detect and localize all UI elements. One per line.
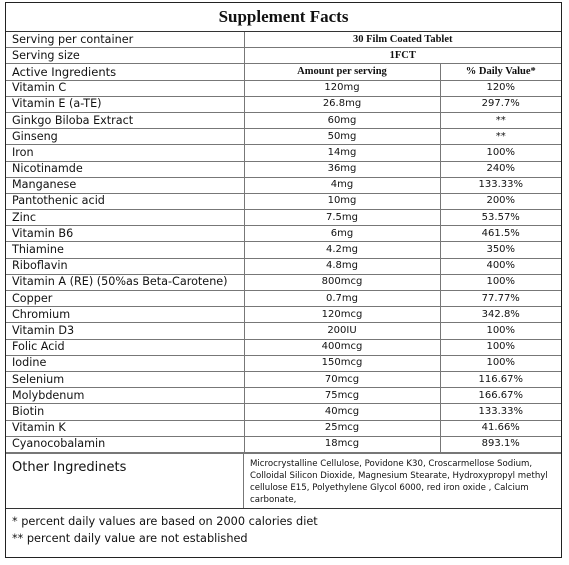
ingredient-amount: 75mcg [244, 388, 440, 404]
serving-per-container-row [6, 32, 561, 48]
serving-size-row [6, 48, 561, 64]
other-ingredients-text: Microcrystalline Cellulose, Povidone K30, Croscarmellose Sodium, Colloidal Silicon Dioxide, Magnesium Stearate, Hydroxypropyl methyl cellulose E15, Polyethylene Glycol 6000, red iron oxide , Calcium carbonate, [250, 458, 548, 505]
ingredient-name: Copper [6, 291, 244, 307]
ingredient-daily-value: 100% [440, 339, 561, 355]
supplement-facts-panel [5, 2, 562, 558]
ingredient-daily-value: ** [440, 112, 561, 128]
serving-per-container-label: Serving per container [6, 32, 244, 48]
ingredient-amount: 200IU [244, 323, 440, 339]
ingredient-row [6, 258, 561, 274]
ingredient-daily-value: 133.33% [440, 404, 561, 420]
ingredient-amount: 4.8mg [244, 258, 440, 274]
ingredient-daily-value: 350% [440, 242, 561, 258]
footnote-single-star: * percent daily values are based on 2000 calories diet [12, 514, 318, 528]
serving-per-container-value: 30 Film Coated Tablet [244, 32, 561, 48]
ingredient-amount: 14mg [244, 145, 440, 161]
ingredient-row [6, 226, 561, 242]
ingredient-row [6, 404, 561, 420]
other-ingredients-section [6, 453, 561, 509]
ingredient-name: Zinc [6, 210, 244, 226]
ingredient-amount: 400mcg [244, 339, 440, 355]
ingredient-name: Riboflavin [6, 258, 244, 274]
other-ingredients-label: Other Ingredinets [6, 454, 244, 508]
ingredient-daily-value: 100% [440, 274, 561, 290]
ingredient-daily-value: 461.5% [440, 226, 561, 242]
ingredient-amount: 120mcg [244, 307, 440, 323]
ingredient-name: Thiamine [6, 242, 244, 258]
ingredient-daily-value: 240% [440, 161, 561, 177]
ingredient-row [6, 193, 561, 209]
ingredient-name: Vitamin B6 [6, 226, 244, 242]
ingredient-row [6, 339, 561, 355]
ingredient-row [6, 112, 561, 128]
ingredient-amount: 120mg [244, 80, 440, 96]
ingredient-name: Molybdenum [6, 388, 244, 404]
ingredient-daily-value: 120% [440, 80, 561, 96]
ingredient-daily-value: 297.7% [440, 96, 561, 112]
header-amount: Amount per serving [244, 64, 440, 80]
ingredient-name: Vitamin D3 [6, 323, 244, 339]
ingredient-daily-value: ** [440, 129, 561, 145]
ingredient-name: Vitamin A (RE) (50%as Beta-Carotene) [6, 274, 244, 290]
ingredient-row [6, 355, 561, 371]
ingredient-name: Biotin [6, 404, 244, 420]
ingredient-row [6, 210, 561, 226]
ingredient-name: Vitamin K [6, 420, 244, 436]
ingredient-amount: 6mg [244, 226, 440, 242]
footnote-double-star: ** percent daily value are not established [12, 531, 248, 545]
header-daily-value: % Daily Value* [440, 64, 561, 80]
ingredient-row [6, 161, 561, 177]
ingredient-amount: 800mcg [244, 274, 440, 290]
ingredient-daily-value: 342.8% [440, 307, 561, 323]
ingredient-daily-value: 77.77% [440, 291, 561, 307]
ingredient-daily-value: 166.67% [440, 388, 561, 404]
ingredient-daily-value: 53.57% [440, 210, 561, 226]
serving-size-label: Serving size [6, 48, 244, 64]
ingredient-name: Folic Acid [6, 339, 244, 355]
ingredient-amount: 4.2mg [244, 242, 440, 258]
ingredient-name: Manganese [6, 177, 244, 193]
ingredient-amount: 0.7mg [244, 291, 440, 307]
ingredient-daily-value: 200% [440, 193, 561, 209]
ingredient-amount: 18mcg [244, 436, 440, 452]
ingredient-name: Iodine [6, 355, 244, 371]
ingredient-amount: 25mcg [244, 420, 440, 436]
ingredient-daily-value: 100% [440, 145, 561, 161]
ingredient-name: Nicotinamde [6, 161, 244, 177]
ingredient-row [6, 420, 561, 436]
ingredient-daily-value: 41.66% [440, 420, 561, 436]
ingredient-row [6, 388, 561, 404]
ingredient-name: Iron [6, 145, 244, 161]
ingredient-name: Ginseng [6, 129, 244, 145]
ingredient-name: Vitamin E (a-TE) [6, 96, 244, 112]
ingredient-daily-value: 100% [440, 355, 561, 371]
facts-table [6, 32, 561, 453]
ingredient-row [6, 145, 561, 161]
ingredient-name: Vitamin C [6, 80, 244, 96]
ingredient-daily-value: 116.67% [440, 371, 561, 387]
ingredient-row [6, 80, 561, 96]
ingredient-name: Ginkgo Biloba Extract [6, 112, 244, 128]
ingredient-row [6, 323, 561, 339]
panel-title: Supplement Facts [6, 3, 561, 32]
ingredient-amount: 4mg [244, 177, 440, 193]
ingredient-amount: 50mg [244, 129, 440, 145]
ingredient-row [6, 291, 561, 307]
column-header-row [6, 64, 561, 80]
ingredient-row [6, 129, 561, 145]
ingredient-amount: 7.5mg [244, 210, 440, 226]
ingredient-daily-value: 133.33% [440, 177, 561, 193]
ingredient-daily-value: 400% [440, 258, 561, 274]
ingredient-row [6, 242, 561, 258]
ingredient-name: Chromium [6, 307, 244, 323]
ingredient-name: Selenium [6, 371, 244, 387]
ingredient-daily-value: 893.1% [440, 436, 561, 452]
ingredient-row [6, 96, 561, 112]
serving-size-value: 1FCT [244, 48, 561, 64]
ingredient-name: Pantothenic acid [6, 193, 244, 209]
ingredient-amount: 26.8mg [244, 96, 440, 112]
ingredient-amount: 60mg [244, 112, 440, 128]
ingredient-amount: 40mcg [244, 404, 440, 420]
ingredient-amount: 150mcg [244, 355, 440, 371]
ingredient-name: Cyanocobalamin [6, 436, 244, 452]
ingredient-row [6, 274, 561, 290]
ingredient-amount: 36mg [244, 161, 440, 177]
ingredient-row [6, 177, 561, 193]
ingredient-row [6, 307, 561, 323]
ingredient-amount: 70mcg [244, 371, 440, 387]
footnotes [6, 509, 561, 551]
ingredient-amount: 10mg [244, 193, 440, 209]
ingredient-row [6, 371, 561, 387]
header-ingredients: Active Ingredients [6, 64, 244, 80]
ingredient-daily-value: 100% [440, 323, 561, 339]
ingredient-row [6, 436, 561, 452]
